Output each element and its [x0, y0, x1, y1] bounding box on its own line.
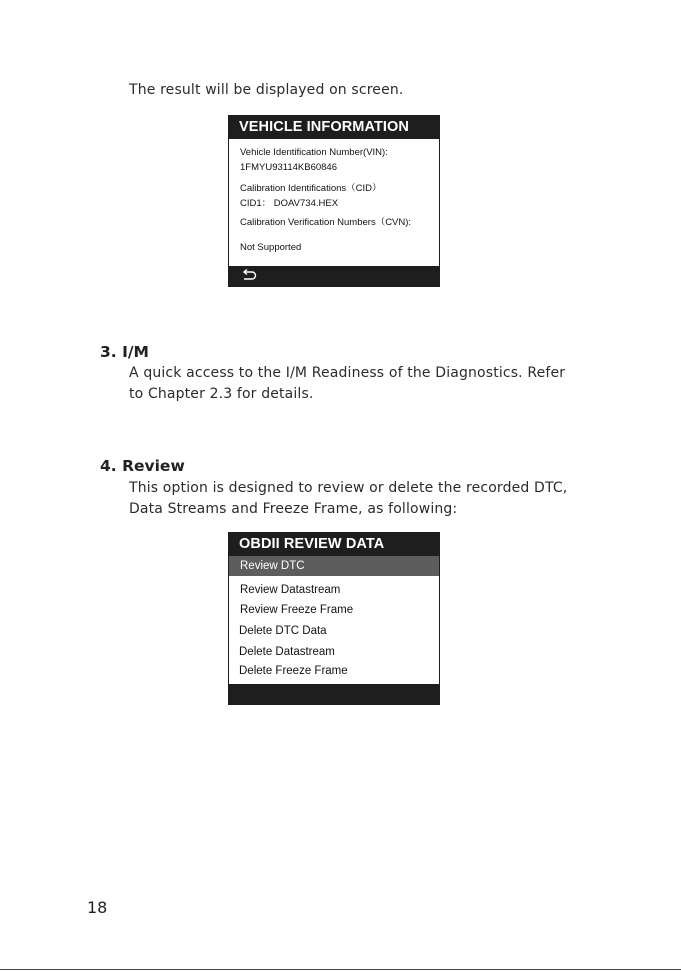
section-review-heading: 4. Review [100, 457, 185, 475]
cvn-label: Calibration Verification Numbers（CVN): [240, 217, 412, 228]
cvn-value: Not Supported [240, 242, 302, 253]
cid-value: CID1： DOAV734.HEX [240, 198, 339, 209]
cid-label: Calibration Identifications（CID） [240, 183, 382, 194]
vin-label: Vehicle Identification Number(VIN): [240, 147, 388, 158]
section-review-line-2: Data Streams and Freeze Frame, as following: [129, 501, 458, 517]
menu-item-review-freeze-frame[interactable]: Review Freeze Frame [240, 604, 354, 616]
section-im-line-1: A quick access to the I/M Readiness of the Diagnostics. Refer [129, 365, 566, 381]
section-im-line-2: to Chapter 2.3 for details. [129, 386, 314, 402]
menu-item-delete-datastream[interactable]: Delete Datastream [239, 646, 335, 658]
return-arrow-icon[interactable] [241, 269, 257, 288]
review-screen-title: OBDII REVIEW DATA [229, 533, 439, 556]
bottom-rule [0, 969, 681, 970]
section-review-line-1: This option is designed to review or delete the recorded DTC, [129, 480, 568, 496]
obdii-review-screen [228, 532, 440, 705]
vin-value: 1FMYU93114KB60846 [240, 162, 337, 173]
vehicle-screen-footer [229, 266, 439, 286]
menu-item-review-datastream[interactable]: Review Datastream [240, 584, 341, 596]
menu-item-review-dtc[interactable]: Review DTC [229, 556, 439, 576]
intro-text: The result will be displayed on screen. [129, 82, 404, 98]
vehicle-information-screen [228, 115, 440, 287]
section-im-heading: 3. I/M [100, 343, 149, 361]
vehicle-screen-title: VEHICLE INFORMATION [229, 116, 439, 139]
menu-item-delete-freeze-frame[interactable]: Delete Freeze Frame [239, 665, 348, 677]
page-number: 18 [87, 898, 108, 917]
review-screen-footer [229, 684, 439, 704]
menu-item-delete-dtc-data[interactable]: Delete DTC Data [239, 625, 327, 637]
